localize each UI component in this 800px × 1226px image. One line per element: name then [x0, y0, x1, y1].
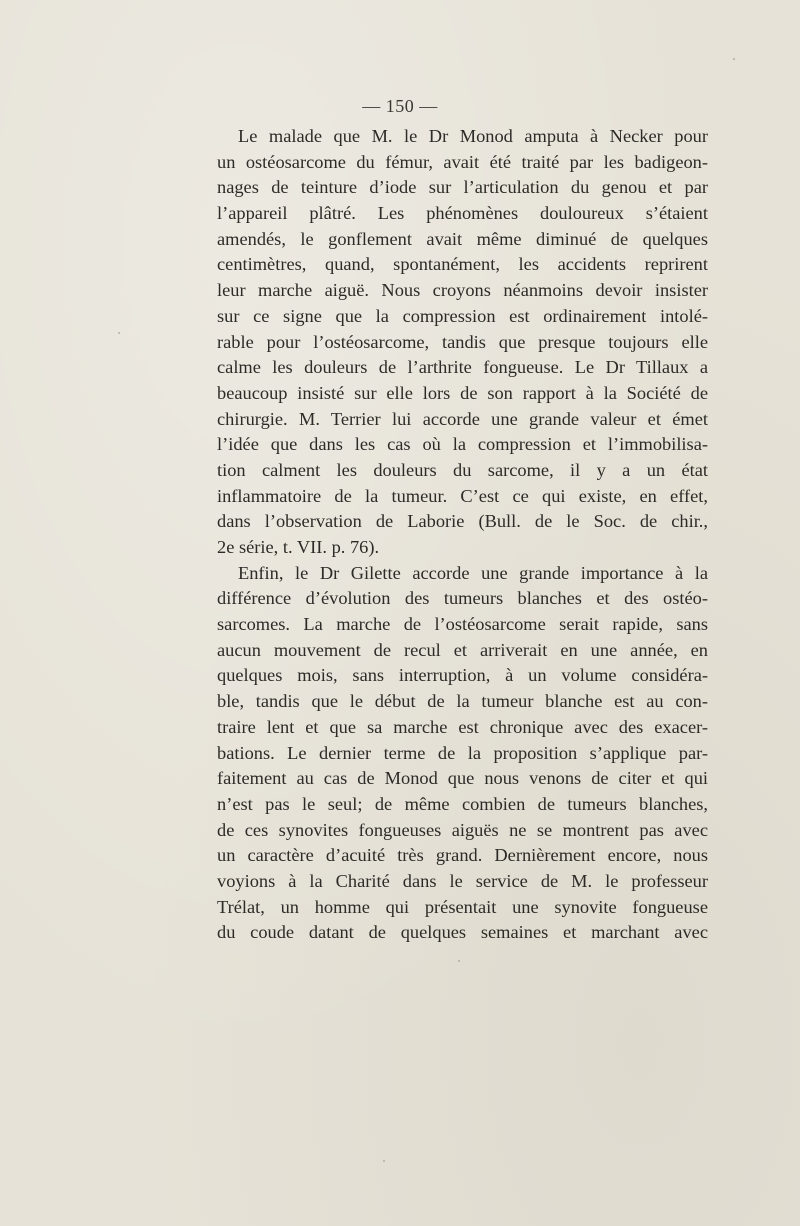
- text-line: différence d’évolution des tumeurs blanches et des ostéo-: [217, 588, 708, 609]
- text-line: dans l’observation de Laborie (Bull. de le Soc. de chir.,: [217, 511, 708, 532]
- text-line: Enfin, le Dr Gilette accorde une grande importance à la: [238, 562, 708, 583]
- paper-speck: [458, 960, 460, 962]
- text-line: faitement au cas de Monod que nous venons de citer et qui: [217, 768, 708, 789]
- paper-speck: [383, 1160, 385, 1162]
- text-line: chirurgie. M. Terrier lui accorde une grande valeur et émet: [217, 408, 708, 429]
- text-line: traire lent et que sa marche est chronique avec des exacer-: [217, 716, 708, 737]
- text-line: l’appareil plâtré. Les phénomènes douloureux s’étaient: [217, 203, 708, 224]
- paper-speck: [118, 332, 120, 334]
- text-line: Trélat, un homme qui présentait une synovite fongueuse: [217, 896, 708, 917]
- text-line: quelques mois, sans interruption, à un volume considéra-: [217, 665, 708, 686]
- text-line: bations. Le dernier terme de la proposition s’applique par-: [217, 742, 708, 763]
- text-line: du coude datant de quelques semaines et marchant avec: [217, 922, 708, 943]
- text-line: leur marche aiguë. Nous croyons néanmoins devoir insister: [217, 280, 708, 301]
- page-number: — 150 —: [362, 96, 438, 116]
- text-line: amendés, le gonflement avait même diminué de quelques: [217, 228, 708, 249]
- text-line: centimètres, quand, spontanément, les accidents reprirent: [217, 254, 708, 275]
- text-line: inflammatoire de la tumeur. C’est ce qui existe, en effet,: [217, 485, 708, 506]
- text-line: calme les douleurs de l’arthrite fongueuse. Le Dr Tillaux a: [217, 357, 708, 378]
- text-line: nages de teinture d’iode sur l’articulation du genou et par: [217, 177, 708, 198]
- text-line: sarcomes. La marche de l’ostéosarcome serait rapide, sans: [217, 614, 708, 635]
- paper-speck: [733, 58, 735, 60]
- text-line: un caractère d’acuité très grand. Dernièrement encore, nous: [217, 845, 708, 866]
- text-line: n’est pas le seul; de même combien de tumeurs blanches,: [217, 793, 708, 814]
- text-line: beaucoup insisté sur elle lors de son rapport à la Société de: [217, 382, 708, 403]
- text-line: aucun mouvement de recul et arriverait en une année, en: [217, 639, 708, 660]
- text-line: Le malade que M. le Dr Monod amputa à Necker pour: [238, 126, 708, 146]
- text-line: ble, tandis que le début de la tumeur blanche est au con-: [217, 691, 708, 712]
- text-line: 2e série, t. VII. p. 76).: [217, 537, 380, 557]
- text-line: tion calment les douleurs du sarcome, il y a un état: [217, 459, 708, 480]
- text-line: voyions à la Charité dans le service de M. le professeur: [217, 870, 708, 891]
- text-line: un ostéosarcome du fémur, avait été traité par les badigeon-: [217, 151, 708, 172]
- text-line: rable pour l’ostéosarcome, tandis que presque toujours elle: [217, 331, 708, 352]
- text-line: sur ce signe que la compression est ordinairement intolé-: [217, 305, 708, 326]
- body-text: [217, 124, 708, 946]
- text-line: l’idée que dans les cas où la compression et l’immobilisa-: [217, 434, 708, 455]
- text-line: de ces synovites fongueuses aiguës ne se montrent pas avec: [217, 819, 708, 840]
